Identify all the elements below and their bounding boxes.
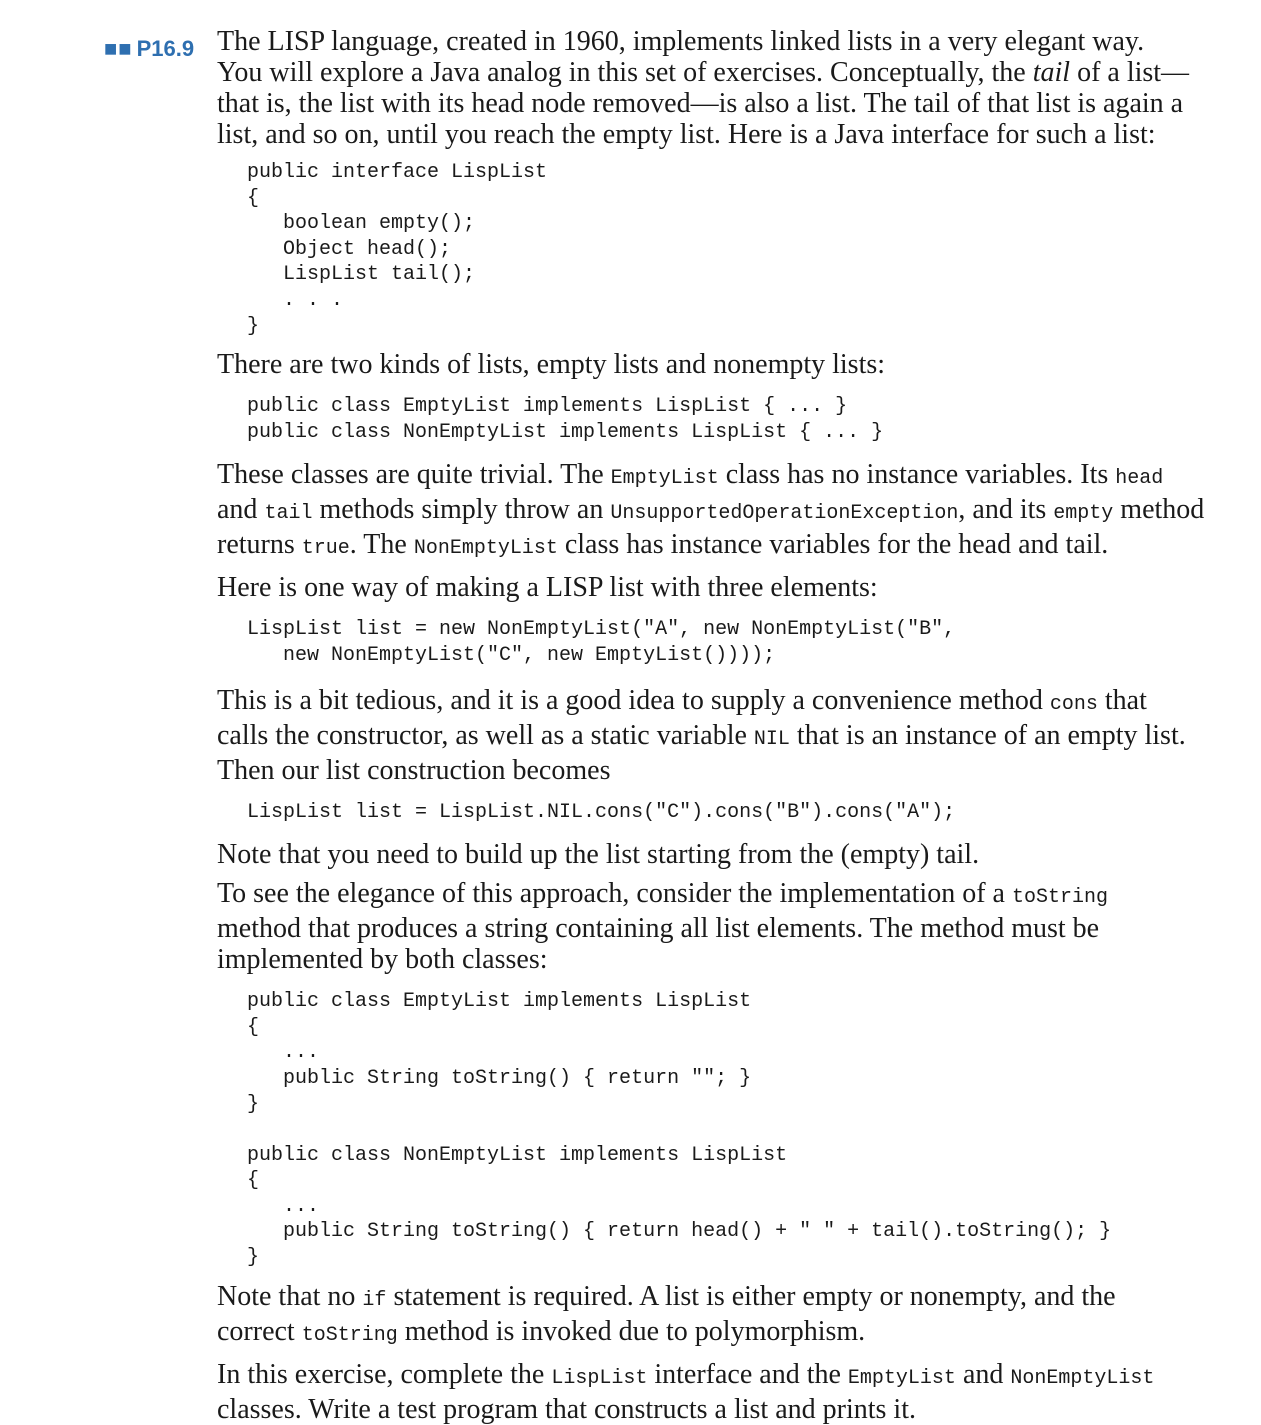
tail-emphasis: tail: [1032, 57, 1071, 88]
code-block-tostring: public class EmptyList implements LispList { ... public String toString() { return ""; } } public class NonEmptyList implements LispList { ... public String toString() { return head() + " " + tail().toString(); } }: [247, 990, 1112, 1270]
intro-paragraph: [217, 26, 1207, 150]
intro-line-2: You will explore a Java analog in this set of exercises. Conceptually, the tail of a list—: [217, 57, 1190, 88]
code-block-construction: LispList list = new NonEmptyList("A", new NonEmptyList("B", new NonEmptyList("C", new EmptyList())));: [247, 618, 956, 667]
intro-line-3: that is, the list with its head node removed—is also a list. The tail of that list is again a: [217, 88, 1184, 119]
code-block-cons-chain: LispList list = LispList.NIL.cons("C").cons("B").cons("A");: [247, 800, 956, 824]
paragraph-polymorphism: Note that no if statement is required. A list is either empty or nonempty, and the correct toString method is invoked due to polymorphism.: [217, 1280, 1116, 1347]
intro-line-4: list, and so on, until you reach the empty list. Here is a Java interface for such a list:: [217, 119, 1156, 150]
exercise-number: P16.9: [136, 36, 195, 61]
code-block-classes: public class EmptyList implements LispList { ... } public class NonEmptyList implements LispList { ... }: [247, 395, 884, 444]
paragraph-task: In this exercise, complete the LispList interface and the EmptyList and NonEmptyList classes. Write a test program that constructs a list and prints it.: [217, 1358, 1155, 1425]
paragraph-three-elements: Here is one way of making a LISP list with three elements:: [217, 572, 878, 604]
exercise-marker: [104, 36, 194, 62]
difficulty-dots: ■■: [104, 36, 133, 61]
paragraph-build-note: Note that you need to build up the list starting from the (empty) tail.: [217, 839, 980, 871]
code-block-interface: public interface LispList { boolean empty(); Object head(); LispList tail(); . . . }: [247, 161, 548, 338]
paragraph-trivial-classes: These classes are quite trivial. The EmptyList class has no instance variables. Its head and tail methods simply throw an UnsupportedOperationException, and its empty method returns true. The NonEmptyList class has instance variables for the head and tail.: [217, 459, 1205, 561]
intro-line-1: The LISP language, created in 1960, implements linked lists in a very elegant way.: [217, 26, 1145, 57]
paragraph-tostring: To see the elegance of this approach, consider the implementation of a toString method that produces a string containing all list elements. The method must be implemented by both classes:: [217, 878, 1108, 976]
exercise-body: [217, 26, 1207, 1425]
paragraph-cons-method: This is a bit tedious, and it is a good idea to supply a convenience method cons that calls the constructor, as well as a static variable NIL that is an instance of an empty list. Then our list construction becomes: [217, 684, 1186, 786]
paragraph-two-kinds: There are two kinds of lists, empty lists and nonempty lists:: [217, 349, 886, 381]
